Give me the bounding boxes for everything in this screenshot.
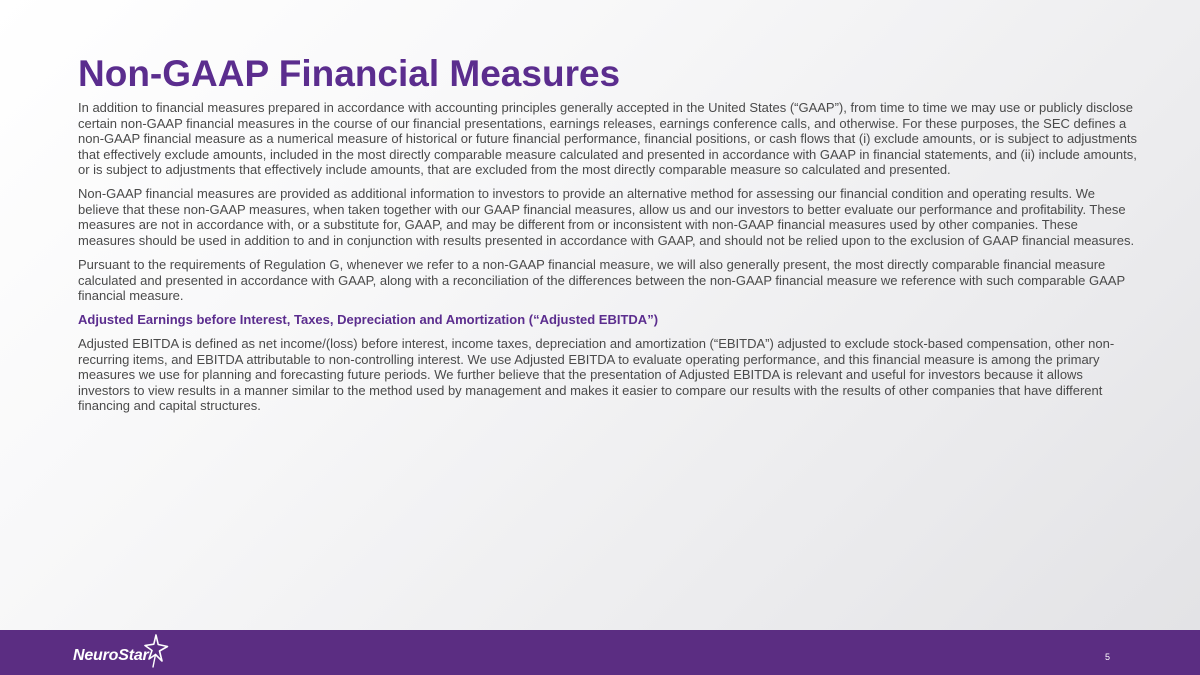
page-number: 5 bbox=[1104, 652, 1110, 662]
paragraph-non-gaap-purpose: Non-GAAP financial measures are provided as additional information to investors to provide an alternative method for assessing our financial condition and operating results. We believe that these non-GAAP measures, when taken together with our GAAP financial measures, allow us and our investors to better evaluate our performance and profitability. These measures are not in accordance with, or a substitute for, GAAP, and may be different from or inconsistent with non-GAAP financial measures used by other companies. These measures should be used in addition to and in conjunction with results presented in accordance with GAAP, and should not be relied upon to the exclusion of GAAP financial measures. bbox=[78, 186, 1135, 249]
logo-wordmark: NeuroStar bbox=[73, 647, 149, 664]
slide-title: Non-GAAP Financial Measures bbox=[78, 53, 621, 94]
slide-body bbox=[78, 100, 1138, 422]
paragraph-adjusted-ebitda: Adjusted EBITDA is defined as net income/(loss) before interest, income taxes, depreciation and amortization (“EBITDA”) adjusted to exclude stock-based compensation, other non-recurring items, and EBITDA attributable to non-controlling interest. We use Adjusted EBITDA to evaluate operating performance, and this financial measure is among the primary measures we use for planning and forecasting future periods. We further believe that the presentation of Adjusted EBITDA is relevant and useful for investors because it allows investors to view results in a manner similar to the method used by management and makes it easier to compare our results with the results of other companies that have different financing and capital structures. bbox=[78, 335, 1115, 414]
adjusted-ebitda-heading: Adjusted Earnings before Interest, Taxes, Depreciation and Amortization (“Adjusted EBITDA”) bbox=[78, 312, 659, 328]
neurostar-logo bbox=[73, 634, 173, 670]
footer-band bbox=[0, 630, 1200, 675]
star-icon bbox=[143, 634, 169, 668]
paragraph-gaap-definition: In addition to financial measures prepared in accordance with accounting principles generally accepted in the United States (“GAAP”), from time to time we may use or publicly disclose certain non-GAAP financial measures in the course of our financial presentations, earnings releases, earnings conference calls, and otherwise. For these purposes, the SEC defines a non-GAAP financial measure as a numerical measure of historical or future financial performance, financial positions, or cash flows that (i) exclude amounts, or is subject to adjustments that effectively exclude amounts, included in the most directly comparable measure calculated and presented in accordance with GAAP in financial statements, and (ii) include amounts, or is subject to adjustments that effectively include amounts, that are excluded from the most directly comparable measure so calculated and presented. bbox=[78, 100, 1138, 178]
paragraph-regulation-g: Pursuant to the requirements of Regulation G, whenever we refer to a non-GAAP financial measure, we will also generally present, the most directly comparable financial measure calculated and presented in accordance with GAAP, along with a reconciliation of the differences between the non-GAAP financial measure we reference with such comparable GAAP financial measure. bbox=[78, 256, 1125, 304]
